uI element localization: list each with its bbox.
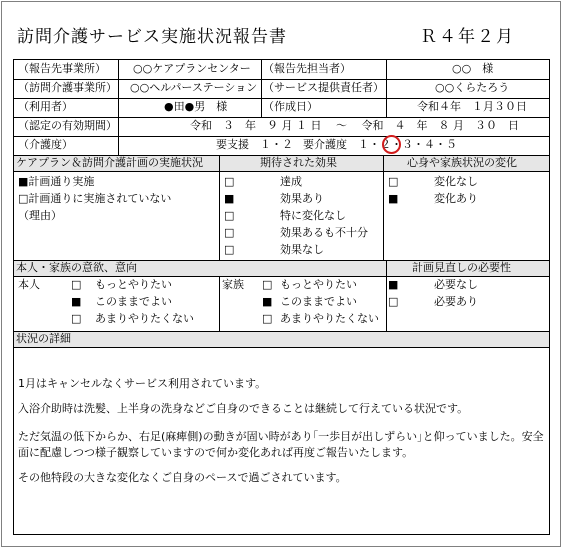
care-level-selected: ２	[380, 138, 391, 151]
family-option-label: もっとやりたい	[280, 278, 357, 291]
detail-paragraph: その他特段の大きな変化なくご自身のペースで過ごされています。	[18, 471, 347, 484]
report-date: Ｒ４年２月	[420, 27, 515, 47]
created-date-value: 令和４年 １月３０日	[417, 100, 527, 113]
change-label: 変化なし	[434, 175, 478, 188]
plan-reason-label: （理由）	[18, 209, 62, 222]
detail-paragraph: 1月はキャンセルなくサービス利用されています。	[18, 377, 267, 390]
effect-label: 効果あるも不十分	[280, 226, 368, 239]
person-checkbox: □	[71, 278, 82, 291]
change-checkbox: □	[388, 175, 399, 188]
service-manager-label: （サービス提供責任者）	[263, 81, 384, 94]
family-option-label: あまりやりたくない	[280, 312, 379, 325]
care-level-options: 要介護度 １・２・３・４・５	[303, 138, 457, 151]
effect-label: 効果あり	[280, 192, 324, 205]
person-option-label: あまりやりたくない	[95, 312, 194, 325]
change-checkbox: ■	[388, 192, 399, 205]
validity-value: 令和 ３ 年 ９ 月 １ 日 ～ 令和 ４ 年 ８ 月 ３０ 日	[190, 119, 519, 132]
effect-section-header: 期待された効果	[260, 156, 337, 169]
visit-office-label: （訪問介護事業所）	[18, 81, 117, 94]
family-checkbox: ■	[262, 295, 273, 308]
effect-checkbox: ■	[224, 192, 235, 205]
report-to-office-label: （報告先事業所）	[18, 62, 106, 75]
plan-option-not-implemented: □計画通りに実施されていない	[18, 192, 172, 205]
family-option-label: このままでよい	[280, 295, 357, 308]
intention-section-header: 本人・家族の意欲、意向	[16, 261, 137, 274]
review-checkbox: ■	[388, 278, 399, 291]
service-manager-value: ○○くらたろう	[435, 81, 510, 94]
effect-label: 特に変化なし	[280, 209, 346, 222]
created-label: （作成日）	[263, 100, 318, 113]
plan-section-header: ケアプラン＆訪問介護計画の実施状況	[16, 156, 203, 169]
user-value: ●田●男 様	[164, 100, 228, 113]
person-label: 本人	[18, 278, 40, 291]
effect-checkbox: □	[224, 226, 235, 239]
detail-section-header: 状況の詳細	[16, 332, 71, 345]
change-section-header: 心身や家族状況の変化	[407, 156, 517, 169]
support-level: 要支援 １・２	[216, 138, 293, 151]
person-option-label: このままでよい	[95, 295, 172, 308]
person-checkbox: □	[71, 312, 82, 325]
effect-label: 達成	[280, 175, 302, 188]
person-option-label: もっとやりたい	[95, 278, 172, 291]
review-label: 必要なし	[434, 278, 478, 291]
report-form	[13, 59, 550, 535]
report-to-person-label: （報告先担当者）	[263, 62, 351, 75]
family-checkbox: □	[262, 278, 273, 291]
section-header-band	[14, 331, 549, 347]
family-checkbox: □	[262, 312, 273, 325]
change-label: 変化あり	[434, 192, 478, 205]
validity-label: （認定の有効期間）	[18, 119, 117, 132]
visit-office-value: ○○ヘルパーステーション	[130, 81, 258, 94]
report-to-office-value: ○○ケアプランセンター	[133, 62, 251, 75]
family-label: 家族	[222, 278, 244, 291]
person-checkbox: ■	[71, 295, 82, 308]
report-title: 訪問介護サービス実施状況報告書	[17, 27, 287, 47]
effect-checkbox: □	[224, 243, 235, 256]
review-checkbox: □	[388, 295, 399, 308]
user-label: （利用者）	[18, 100, 73, 113]
effect-checkbox: □	[224, 209, 235, 222]
selected-care-level-circle	[382, 135, 401, 154]
plan-option-implemented: ■計画通り実施	[18, 175, 95, 188]
effect-checkbox: □	[224, 175, 235, 188]
report-to-person-value: ○○ 様	[452, 62, 494, 75]
care-level-label: （介護度）	[18, 138, 73, 151]
detail-paragraph: ただ気温の低下からか、右足(麻痺側)の動きが固い時があり｢一歩目が出しずらい｣と仰っていました。安全面に配慮しつつ様子観察していますので何か変化あれば再度ご報告いたします。	[18, 430, 544, 459]
effect-label: 効果なし	[280, 243, 324, 256]
detail-paragraph: 入浴介助時は洗髪、上半身の洗身などご自身のできることは継続して行えている状況です。	[18, 402, 469, 415]
review-section-header: 計画見直しの必要性	[412, 261, 511, 274]
review-label: 必要あり	[434, 295, 478, 308]
